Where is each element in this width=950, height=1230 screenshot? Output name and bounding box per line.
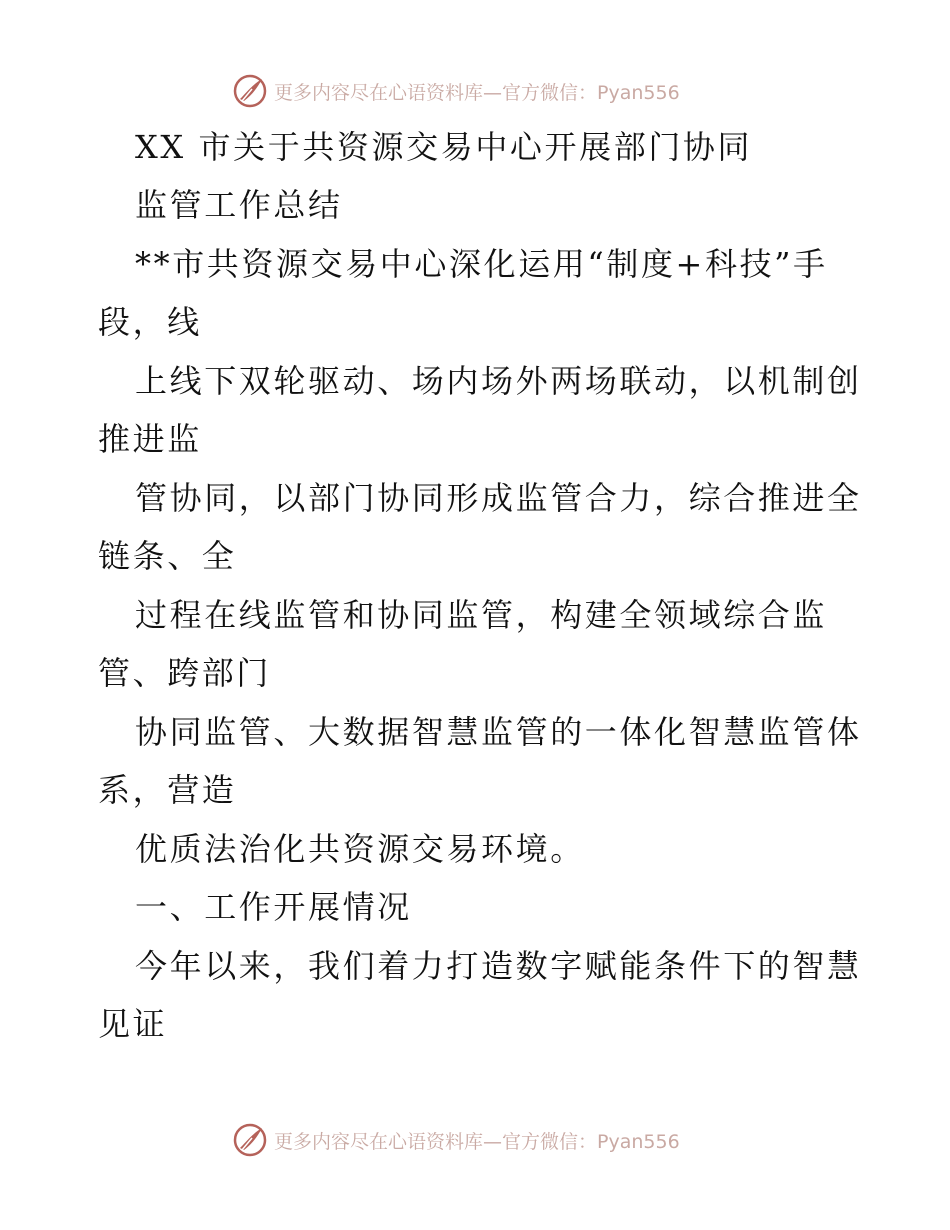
quill-logo-icon — [232, 73, 268, 109]
title-line-1: XX 市关于共资源交易中心开展部门协同 — [135, 128, 753, 166]
paragraph-line: 过程在线监管和协同监管，构建全领域综合监 — [135, 596, 828, 634]
paragraph-line: 系，营造 — [98, 771, 237, 809]
paragraph-line: 协同监管、大数据智慧监管的一体化智慧监管体 — [135, 713, 862, 751]
paragraph-line: 管、跨部门 — [98, 654, 272, 692]
paragraph-line: 推进监 — [98, 420, 202, 458]
quill-logo-icon — [232, 1122, 268, 1158]
paragraph-line: 今年以来，我们着力打造数字赋能条件下的智慧 — [135, 947, 862, 985]
watermark-text: 更多内容尽在心语资料库—官方微信：Pyan556 — [274, 1130, 680, 1153]
paragraph-line: 管协同，以部门协同形成监管合力，综合推进全 — [135, 479, 862, 517]
paragraph-line: **市共资源交易中心深化运用“制度+科技”手 — [135, 245, 828, 283]
title-line-2: 监管工作总结 — [135, 186, 343, 224]
paragraph-line: 见证 — [98, 1005, 168, 1043]
paragraph-line: 段，线 — [98, 303, 202, 341]
paragraph-line: 优质法治化共资源交易环境。 — [135, 830, 585, 868]
watermark-text: 更多内容尽在心语资料库—官方微信：Pyan556 — [274, 81, 680, 104]
header-watermark — [232, 71, 680, 111]
section-heading: 一、工作开展情况 — [135, 888, 412, 926]
footer-watermark — [232, 1120, 680, 1160]
paragraph-line: 链条、全 — [98, 537, 237, 575]
paragraph-line: 上线下双轮驱动、场内场外两场联动，以机制创 — [135, 362, 862, 400]
